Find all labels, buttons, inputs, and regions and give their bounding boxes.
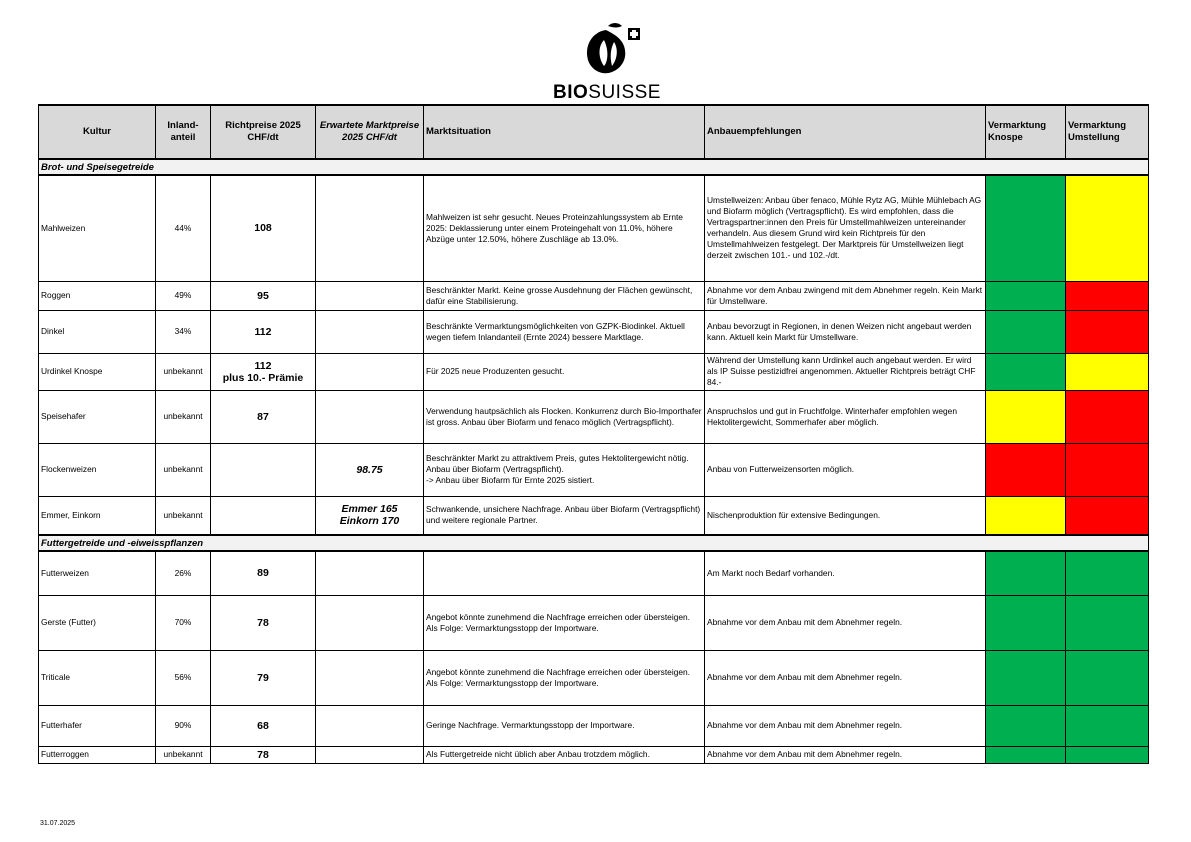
cell-kultur: Gerste (Futter) — [39, 595, 156, 650]
cell-marktsituation: Angebot könnte zunehmend die Nachfrage erreichen oder übersteigen. Als Folge: Vermarktungsstopp der Importware. — [424, 595, 705, 650]
table-row — [39, 650, 1149, 705]
table-row — [39, 551, 1149, 595]
status-umstellung — [1066, 443, 1149, 496]
cell-kultur: Dinkel — [39, 310, 156, 353]
biosuisse-logo — [552, 22, 662, 102]
cell-anbau: Abnahme vor dem Anbau mit dem Abnehmer regeln. — [705, 746, 986, 763]
cell-inland: unbekannt — [156, 443, 211, 496]
cell-richtpreis — [211, 353, 316, 390]
footer-date: 31.07.2025 — [40, 820, 76, 827]
header-kultur: Kultur — [39, 105, 156, 159]
cell-anbau: Abnahme vor dem Anbau zwingend mit dem Abnehmer regeln. Kein Markt für Umstellware. — [705, 281, 986, 310]
status-knospe — [986, 281, 1066, 310]
cell-inland: 56% — [156, 650, 211, 705]
table-row — [39, 353, 1149, 390]
cell-marktsituation: Angebot könnte zunehmend die Nachfrage erreichen oder übersteigen. Als Folge: Vermarktungsstopp der Importware. — [424, 650, 705, 705]
header-inland: Inland-anteil — [156, 105, 211, 159]
status-knospe — [986, 496, 1066, 535]
cell-marktsituation: Geringe Nachfrage. Vermarktungsstopp der Importware. — [424, 705, 705, 746]
status-umstellung — [1066, 175, 1149, 281]
status-knospe — [986, 595, 1066, 650]
richtpreis-value: 68 — [257, 719, 269, 732]
cell-richtpreis — [211, 443, 316, 496]
cell-kultur: Speisehafer — [39, 390, 156, 443]
cell-inland: unbekannt — [156, 496, 211, 535]
cell-inland: 34% — [156, 310, 211, 353]
richtpreis-value: 87 — [257, 410, 269, 423]
cell-anbau: Abnahme vor dem Anbau mit dem Abnehmer regeln. — [705, 650, 986, 705]
cell-marktpreis — [316, 175, 424, 281]
cell-richtpreis — [211, 281, 316, 310]
cell-anbau: Nischenproduktion für extensive Bedingungen. — [705, 496, 986, 535]
table-row — [39, 390, 1149, 443]
status-umstellung — [1066, 650, 1149, 705]
status-knospe — [986, 551, 1066, 595]
cell-inland: 44% — [156, 175, 211, 281]
cell-anbau: Am Markt noch Bedarf vorhanden. — [705, 551, 986, 595]
cell-richtpreis — [211, 310, 316, 353]
table-row — [39, 595, 1149, 650]
section-title: Futtergetreide und -eiweisspflanzen — [39, 535, 1149, 551]
cell-kultur: Futterweizen — [39, 551, 156, 595]
cell-anbau: Anspruchslos und gut in Fruchtfolge. Winterhafer empfohlen wegen Hektolitergewicht, Sommerhafer aber möglich. — [705, 390, 986, 443]
richtpreis-value: 112 — [254, 359, 272, 372]
cell-marktsituation: Beschränkte Vermarktungsmöglichkeiten von GZPK-Biodinkel. Aktuell wegen tiefem Inlandanteil (Ernte 2024) bessere Marktlage. — [424, 310, 705, 353]
cell-marktsituation: Beschränkter Markt zu attraktivem Preis, gutes Hektolitergewicht nötig. Anbau über Biofarm (Vertragspflicht). -> Anbau über Biofarm für Ernte 2025 sistiert. — [424, 443, 705, 496]
status-umstellung — [1066, 281, 1149, 310]
cell-inland: unbekannt — [156, 390, 211, 443]
status-umstellung — [1066, 353, 1149, 390]
cell-richtpreis — [211, 650, 316, 705]
richtpreis-value: 112 — [254, 325, 272, 338]
status-knospe — [986, 650, 1066, 705]
header-anbau: Anbauempfehlungen — [705, 105, 986, 159]
status-umstellung — [1066, 310, 1149, 353]
cell-inland: 49% — [156, 281, 211, 310]
cell-inland: 70% — [156, 595, 211, 650]
marktpreis-value: 98.75 — [356, 463, 383, 476]
richtpreis-value: 78 — [257, 748, 269, 761]
cell-kultur: Futterroggen — [39, 746, 156, 763]
table-body — [39, 159, 1149, 763]
cell-marktsituation: Verwendung hautpsächlich als Flocken. Konkurrenz durch Bio-Importhafer ist gross. Anbau über Biofarm und fenaco möglich (Vertragspflicht). — [424, 390, 705, 443]
status-umstellung — [1066, 746, 1149, 763]
header-erwartete: Erwartete Marktpreise 2025 CHF/dt — [316, 105, 424, 159]
header-umstellung: Vermarktung Umstellung — [1066, 105, 1149, 159]
table-row — [39, 175, 1149, 281]
cell-kultur: Roggen — [39, 281, 156, 310]
table-row — [39, 746, 1149, 763]
status-umstellung — [1066, 705, 1149, 746]
cell-marktpreis — [316, 595, 424, 650]
status-knospe — [986, 175, 1066, 281]
crop-table — [38, 104, 1149, 764]
cell-richtpreis — [211, 705, 316, 746]
cell-anbau: Während der Umstellung kann Urdinkel auch angebaut werden. Er wird als IP Suisse pestizidfrei angenommen. Aktueller Richtpreis beträgt CHF 84.- — [705, 353, 986, 390]
cell-marktsituation: Für 2025 neue Produzenten gesucht. — [424, 353, 705, 390]
cell-anbau: Anbau bevorzugt in Regionen, in denen Weizen nicht angebaut werden kann. Aktuell kein Markt für Umstellware. — [705, 310, 986, 353]
status-umstellung — [1066, 496, 1149, 535]
cell-marktpreis — [316, 705, 424, 746]
status-knospe — [986, 310, 1066, 353]
section-title: Brot- und Speisegetreide — [39, 159, 1149, 175]
cell-richtpreis — [211, 551, 316, 595]
logo-text: BIOSUISSE — [553, 82, 661, 103]
status-umstellung — [1066, 551, 1149, 595]
cell-inland: 26% — [156, 551, 211, 595]
cell-marktpreis — [316, 353, 424, 390]
cell-marktpreis — [316, 650, 424, 705]
cell-marktpreis — [316, 390, 424, 443]
cell-anbau: Umstellweizen: Anbau über fenaco, Mühle Rytz AG, Mühle Mühlebach AG und Biofarm möglich (Vertragspflicht). Es wird empfohlen, dass die Vertragspartner:innen den Preis für Umstellmahlweizen untereinander verhandeln. Aus diesem Grund wird kein Richtpreis für den Umstellmahlweizen festgelegt. Der Marktpreis für Umstellweizen liegt derzeit zwischen 101.- und 102.-/dt. — [705, 175, 986, 281]
bud-icon — [578, 22, 648, 82]
cell-kultur: Flockenweizen — [39, 443, 156, 496]
status-knospe — [986, 390, 1066, 443]
cell-marktsituation: Mahlweizen ist sehr gesucht. Neues Proteinzahlungssystem ab Ernte 2025: Deklassierung unter einem Proteingehalt von 11.0%, höhere Abzüge unter 12.50%, höhere Zuschläge ab 13.0%. — [424, 175, 705, 281]
cell-marktsituation: Als Futtergetreide nicht üblich aber Anbau trotzdem möglich. — [424, 746, 705, 763]
header-richtpreise: Richtpreise 2025 CHF/dt — [211, 105, 316, 159]
cell-marktsituation: Schwankende, unsichere Nachfrage. Anbau über Biofarm (Vertragspflicht) und weitere regionale Partner. — [424, 496, 705, 535]
richtpreis-value: 79 — [257, 671, 269, 684]
cell-inland: 90% — [156, 705, 211, 746]
cell-inland: unbekannt — [156, 353, 211, 390]
table-row — [39, 496, 1149, 535]
cell-marktsituation — [424, 551, 705, 595]
cell-marktpreis — [316, 746, 424, 763]
cell-kultur: Triticale — [39, 650, 156, 705]
table-row — [39, 310, 1149, 353]
cell-inland: unbekannt — [156, 746, 211, 763]
cell-anbau: Abnahme vor dem Anbau mit dem Abnehmer regeln. — [705, 595, 986, 650]
cell-anbau: Abnahme vor dem Anbau mit dem Abnehmer regeln. — [705, 705, 986, 746]
richtpreis-value: 89 — [257, 567, 269, 580]
cell-anbau: Anbau von Futterweizensorten möglich. — [705, 443, 986, 496]
cell-marktsituation: Beschränkter Markt. Keine grosse Ausdehnung der Flächen gewünscht, dafür eine Stabilisierung. — [424, 281, 705, 310]
cell-marktpreis — [316, 443, 424, 496]
cell-richtpreis — [211, 746, 316, 763]
section-header — [39, 535, 1149, 551]
section-header — [39, 159, 1149, 175]
cell-kultur: Futterhafer — [39, 705, 156, 746]
marktpreis-value-2: Einkorn 170 — [339, 515, 400, 528]
cell-marktpreis — [316, 281, 424, 310]
table-row — [39, 443, 1149, 496]
header-marktsituation: Marktsituation — [424, 105, 705, 159]
cell-richtpreis — [211, 175, 316, 281]
status-knospe — [986, 746, 1066, 763]
cell-richtpreis — [211, 496, 316, 535]
marktpreis-value: Emmer 165 — [341, 503, 398, 516]
status-knospe — [986, 705, 1066, 746]
richtpreis-value: 78 — [257, 616, 269, 629]
header-knospe: Vermarktung Knospe — [986, 105, 1066, 159]
richtpreis-value: 95 — [257, 289, 269, 302]
cell-marktpreis — [316, 310, 424, 353]
cell-marktpreis — [316, 551, 424, 595]
header-row — [39, 105, 1149, 159]
cell-richtpreis — [211, 595, 316, 650]
status-umstellung — [1066, 595, 1149, 650]
cell-kultur: Emmer, Einkorn — [39, 496, 156, 535]
table-row — [39, 281, 1149, 310]
table-row — [39, 705, 1149, 746]
status-knospe — [986, 443, 1066, 496]
richtpreis-note: plus 10.- Prämie — [222, 371, 304, 384]
cell-richtpreis — [211, 390, 316, 443]
cell-kultur: Mahlweizen — [39, 175, 156, 281]
status-umstellung — [1066, 390, 1149, 443]
richtpreis-value: 108 — [254, 222, 272, 235]
cell-marktpreis — [316, 496, 424, 535]
status-knospe — [986, 353, 1066, 390]
cell-kultur: Urdinkel Knospe — [39, 353, 156, 390]
